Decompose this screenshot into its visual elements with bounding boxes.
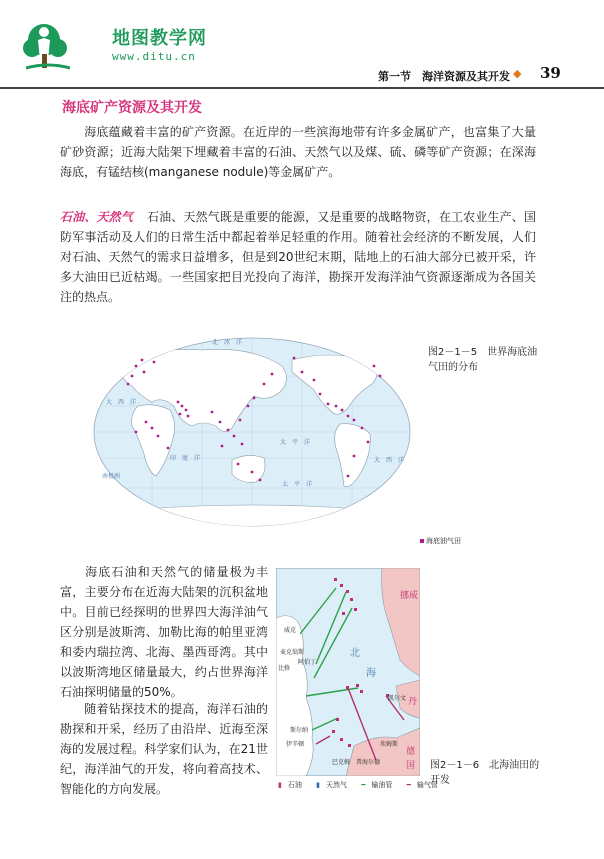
oil-field-dot-icon bbox=[420, 539, 424, 543]
legend-gas: ▮ 天然气 bbox=[316, 781, 347, 789]
page-number: 39 bbox=[540, 64, 561, 82]
map-label-city: 埃姆斯 bbox=[380, 741, 399, 748]
map-label-pacific-south: 太 平 洋 bbox=[282, 481, 313, 488]
map-label-norway: 挪威 bbox=[400, 591, 419, 601]
map-label-city: 普海尔德 bbox=[356, 759, 381, 766]
map-label-germany: 德 bbox=[406, 747, 416, 757]
paragraph-oil-gas bbox=[60, 207, 536, 307]
map-label-city: 麦克翁斯 bbox=[280, 649, 305, 656]
map-label-city: 斯尔纳 bbox=[290, 727, 309, 734]
paragraph-text: 海底石油和天然气的储量极为丰富，主要分布在近海大陆架的沉积盆地中。目前已经探明的世界四大海洋油气区分别是波斯湾、加勒比海的帕里亚湾和委内瑞拉湾、北海、墨西哥湾。其中以波斯湾地区储量最大，约占世界海洋石油探明储量的50%。 bbox=[60, 565, 268, 699]
diamond-icon: ◆ bbox=[513, 67, 522, 80]
figure-caption-north-sea: 图2－1－6 北海油田的开发 bbox=[430, 760, 540, 786]
map-legend bbox=[420, 536, 461, 546]
legend-oil-field: 海底油气田 bbox=[426, 537, 461, 545]
paragraph-development bbox=[60, 699, 268, 799]
map-legend-north-sea bbox=[278, 780, 450, 790]
site-logo bbox=[18, 18, 108, 74]
paragraph-reserves bbox=[60, 562, 268, 702]
header-divider bbox=[0, 87, 604, 89]
map-label-city: 凯尔文 bbox=[388, 695, 407, 702]
map-label-arctic: 北 冰 洋 bbox=[212, 339, 243, 346]
site-url[interactable]: www.ditu.cn bbox=[112, 50, 196, 63]
map-label-city: 威克 bbox=[284, 627, 297, 634]
paragraph-text: 石油、天然气既是重要的能源，又是重要的战略物资，在工农业生产、国防军事活动及人们的日常生活中都起着举足轻重的作用。随着社会经济的不断发展，人们对石油、天然气的需求日益增多，但是到20世纪末期，陆地上的石油大部分已被开采，许多大油田已近枯竭。一些国家把目光投向了海洋，勘探开发海洋油气资源逐渐成为各国关注的热点。 bbox=[60, 210, 536, 304]
subheading-oil-gas: 石油、天然气 bbox=[60, 210, 133, 224]
map-label-city: 比格 bbox=[278, 665, 291, 672]
map-label-indian: 印 度 洋 bbox=[170, 455, 201, 462]
legend-oil-pipe: ━ 输油管 bbox=[361, 781, 393, 789]
north-sea-oil-map bbox=[276, 568, 420, 776]
map-label-north: 北 bbox=[350, 648, 360, 659]
map-label-city: 伊辛顿 bbox=[286, 741, 305, 748]
map-label-city: 巴克姆 bbox=[332, 759, 351, 766]
chapter-section-title: 第一节 海洋资源及其开发 bbox=[378, 70, 510, 83]
legend-oil: ▮ 石油 bbox=[278, 781, 302, 789]
paragraph-intro bbox=[60, 122, 536, 182]
site-name: 地图教学网 bbox=[112, 28, 207, 49]
map-label-denmark: 丹 bbox=[408, 697, 418, 707]
paragraph-text: 海底蕴藏着丰富的矿产资源。在近岸的一些滨海地带有许多金属矿产，也富集了大量矿砂资源；近海大陆架下埋藏着丰富的石油、天然气以及煤、硫、磷等矿产资源；在深海海底，有锰结核(manganese nodule)等金属矿产。 bbox=[60, 125, 536, 179]
figure-caption-world-map: 图2－1－5 世界海底油气田的分布 bbox=[428, 347, 538, 373]
world-oil-gas-map bbox=[92, 336, 412, 528]
map-label-antarctica: 南极洲 bbox=[102, 473, 121, 480]
map-label-atlantic: 大 西 洋 bbox=[106, 399, 137, 406]
paragraph-text: 随着钻探技术的提高，海洋石油的勘探和开采，经历了由沿岸、近海至深海的发展过程。科学家们认为，在21世纪，海洋油气的开发，将向着高技术、智能化的方向发展。 bbox=[60, 702, 268, 796]
map-label-south-atlantic: 大 西 洋 bbox=[374, 457, 405, 464]
map-label-sea: 海 bbox=[366, 668, 376, 679]
legend-gas-pipe: ━ 输气管 bbox=[406, 781, 438, 789]
map-label-pacific: 太 平 洋 bbox=[280, 439, 311, 446]
map-label-city: 阿伯丁 bbox=[298, 659, 317, 666]
map-label-germany-2: 国 bbox=[406, 761, 416, 771]
section-heading: 海底矿产资源及其开发 bbox=[62, 100, 202, 116]
